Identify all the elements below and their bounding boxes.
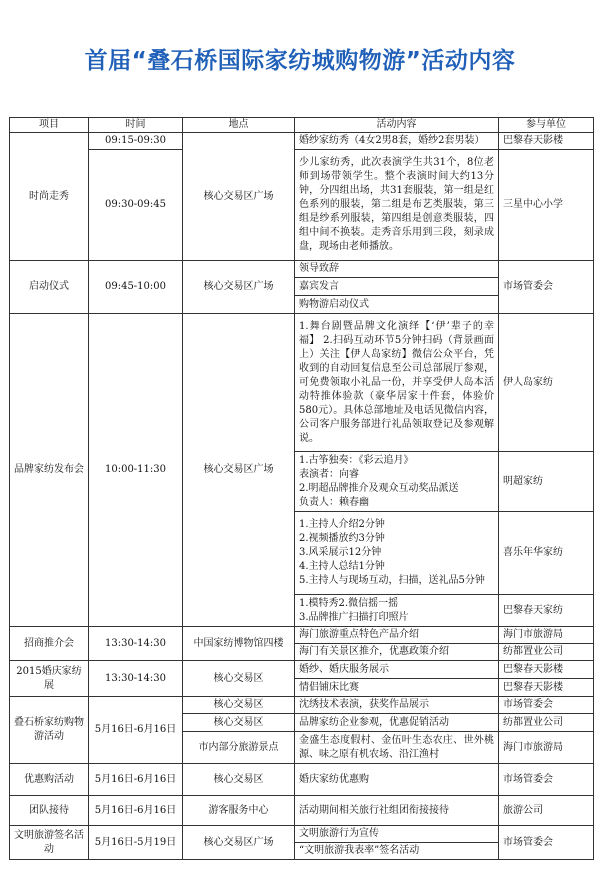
project-cell: 团队接待	[10, 796, 89, 826]
project-cell: 品牌家纺发布会	[10, 314, 89, 627]
time-cell: 09:15-09:30	[89, 133, 183, 150]
content-cell: 婚纱、婚庆服务展示	[295, 661, 499, 679]
content-cell: 少儿家纺秀，此次表演学生共31个，8位老师到场带领学生。整个表演时间大约13分钟，分四组出场，共31套服装，第一组是红色系列的服装，第二组是布艺类服装，第三组是纱系列服装，第四组是创意类服装，四组中间不换装。走秀音乐用到三段，刻录成盘，现场由老师播放。	[295, 150, 499, 261]
content-cell: 沈绣技术表演，获奖作品展示	[295, 697, 499, 714]
unit-cell: 市场管委会	[499, 764, 594, 796]
header-content: 活动内容	[295, 118, 499, 133]
unit-cell: 巴黎春天影楼	[499, 133, 594, 150]
activity-table	[9, 117, 594, 860]
header-place: 地点	[183, 118, 295, 133]
place-cell: 中国家纺博物馆四楼	[183, 627, 295, 661]
table-row	[10, 796, 594, 826]
table-row	[10, 133, 594, 150]
table-row	[10, 627, 594, 644]
unit-cell: 喜乐年华家纺	[499, 512, 594, 595]
unit-cell: 巴黎春天影楼	[499, 679, 594, 697]
unit-cell: 三星中心小学	[499, 150, 594, 261]
table-row	[10, 314, 594, 452]
table-row	[10, 826, 594, 843]
time-cell: 5月16日-5月19日	[89, 826, 183, 860]
place-cell: 游客服务中心	[183, 796, 295, 826]
unit-cell: 巴黎春天影楼	[499, 661, 594, 679]
project-cell: 时尚走秀	[10, 133, 89, 261]
content-cell: 1.主持人介绍2分钟 2.视频播放约3分钟 3.风采展示12分钟 4.主持人总结1分钟 5.主持人与现场互动，扫描，送礼品5分钟	[295, 512, 499, 595]
content-cell: “文明旅游我表率”签名活动	[295, 843, 499, 860]
project-cell: 招商推介会	[10, 627, 89, 661]
content-cell: 品牌家纺企业参观，优惠促销活动	[295, 714, 499, 732]
content-cell: 文明旅游行为宣传	[295, 826, 499, 843]
header-time: 时间	[89, 118, 183, 133]
content-cell: 购物游启动仪式	[295, 296, 499, 314]
table-row	[10, 764, 594, 796]
time-cell: 5月16日-6月16日	[89, 764, 183, 796]
project-cell: 启动仪式	[10, 261, 89, 314]
unit-cell: 海门市旅游局	[499, 732, 594, 764]
content-cell: 活动期间相关旅行社组团衔接接待	[295, 796, 499, 826]
place-cell: 核心交易区	[183, 697, 295, 714]
content-cell: 1.舞台剧暨品牌文化演绎【‘伊’辈子的幸福】 2.扫码互动环节5分钟扫码（背景画面上）关注【伊人岛家纺】微信公众平台，凭收到的自动回复信息至公司总部展厅参观，可免费领取小礼品一份，并享受伊人岛本活动特推体验款（豪华居家十件套，体验价580元）。具体总部地址及电话见微信内容，公司客户服务部进行礼品领取登记及参观解说。	[295, 314, 499, 452]
header-unit: 参与单位	[499, 118, 594, 133]
content-cell: 1.模特秀2.微信摇一摇 3.品牌推广扫描打印照片	[295, 595, 499, 627]
project-cell: 叠石桥家纺购物游活动	[10, 697, 89, 764]
time-cell: 09:30-09:45	[89, 150, 183, 261]
content-cell: 1.古筝独奏：《彩云追月》 表演者：向睿 2.明超品牌推介及观众互动奖品派送 负责人：赖春幽	[295, 452, 499, 512]
table-header-row	[10, 118, 594, 133]
time-cell: 09:45-10:00	[89, 261, 183, 314]
unit-cell: 海门市旅游局	[499, 627, 594, 644]
content-cell: 领导致辞	[295, 261, 499, 278]
table-row	[10, 697, 594, 714]
place-cell: 市内部分旅游景点	[183, 732, 295, 764]
header-project: 项目	[10, 118, 89, 133]
unit-cell: 伊人岛家纺	[499, 314, 594, 452]
content-cell: 婚纱家纺秀（4女2男8套，婚纱2套男装）	[295, 133, 499, 150]
unit-cell: 旅游公司	[499, 796, 594, 826]
place-cell: 核心交易区广场	[183, 261, 295, 314]
time-cell: 5月16日-6月16日	[89, 796, 183, 826]
place-cell: 核心交易区广场	[183, 133, 295, 261]
table-row	[10, 261, 594, 278]
content-cell: 婚庆家纺优惠购	[295, 764, 499, 796]
project-cell: 文明旅游签名活动	[10, 826, 89, 860]
table-row	[10, 661, 594, 679]
unit-cell: 市场管委会	[499, 826, 594, 860]
table-row	[10, 150, 594, 261]
content-cell: 嘉宾发言	[295, 278, 499, 296]
time-cell: 13:30-14:30	[89, 661, 183, 697]
content-cell: 情侣铺床比赛	[295, 679, 499, 697]
time-cell: 13:30-14:30	[89, 627, 183, 661]
place-cell: 核心交易区广场	[183, 826, 295, 860]
time-cell: 5月16日-6月16日	[89, 697, 183, 764]
page-title: 首届“叠石桥国际家纺城购物游”活动内容	[84, 48, 516, 74]
unit-cell: 巴黎春天家纺	[499, 595, 594, 627]
place-cell: 核心交易区	[183, 661, 295, 697]
unit-cell: 纺都置业公司	[499, 714, 594, 732]
unit-cell: 明超家纺	[499, 452, 594, 512]
content-cell: 海门旅游重点特色产品介绍	[295, 627, 499, 644]
project-cell: 2015婚庆家纺展	[10, 661, 89, 697]
unit-cell: 纺都置业公司	[499, 644, 594, 661]
unit-cell: 市场管委会	[499, 261, 594, 314]
project-cell: 优惠购活动	[10, 764, 89, 796]
content-cell: 海门有关景区推介，优惠政策介绍	[295, 644, 499, 661]
content-cell: 金盛生态度假村、金伍叶生态农庄、世外桃源、味之原有机农场、沿江渔村	[295, 732, 499, 764]
place-cell: 核心交易区	[183, 714, 295, 732]
time-cell: 10:00-11:30	[89, 314, 183, 627]
place-cell: 核心交易区	[183, 764, 295, 796]
place-cell: 核心交易区广场	[183, 314, 295, 627]
unit-cell: 市场管委会	[499, 697, 594, 714]
